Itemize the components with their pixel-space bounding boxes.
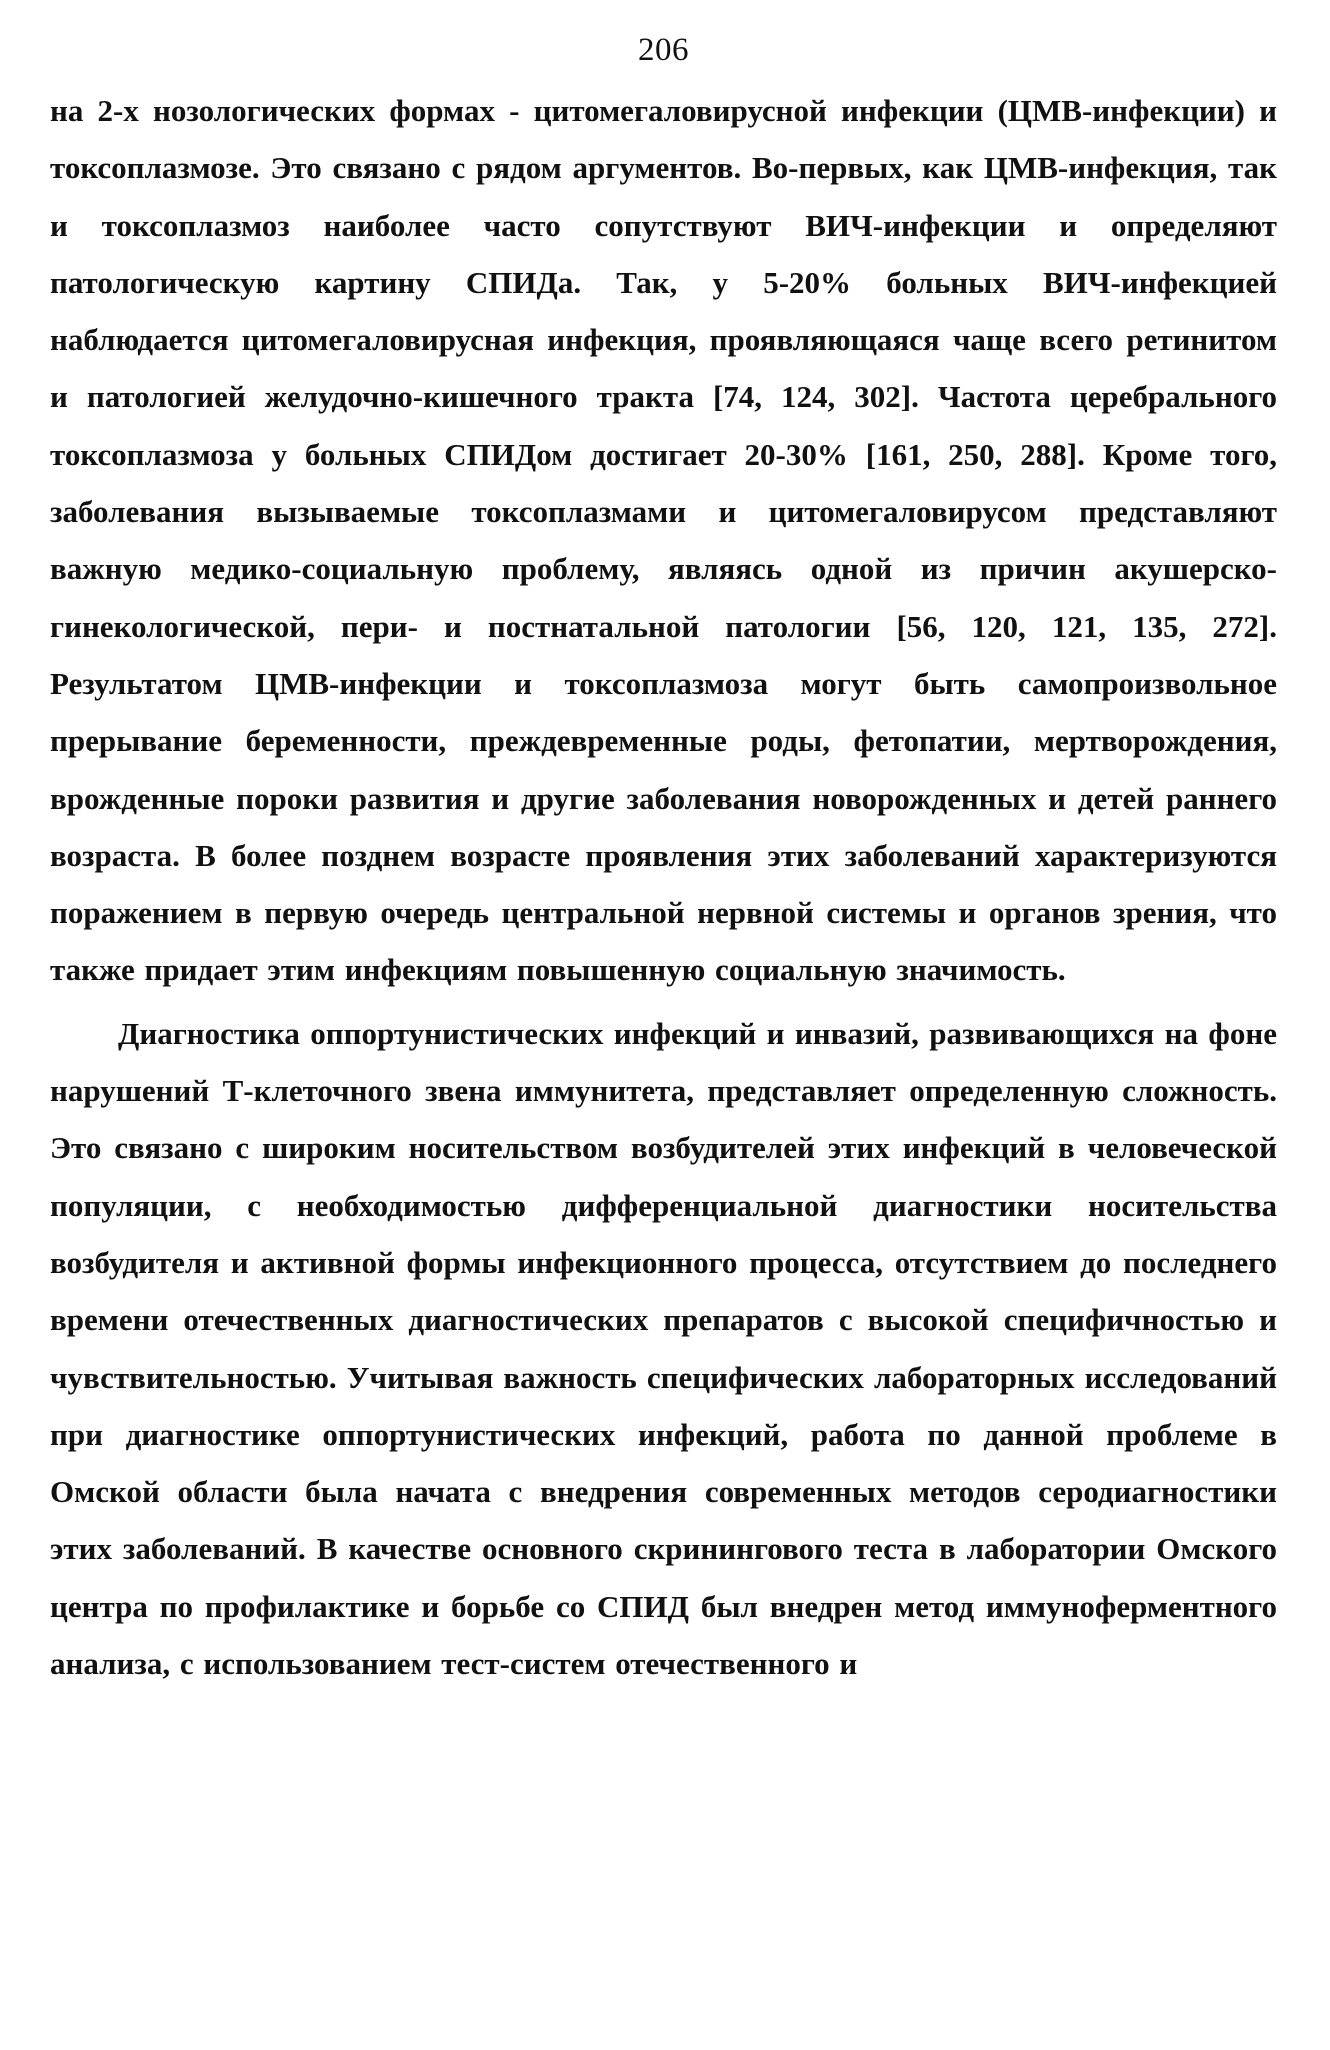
document-page	[50, 22, 1277, 1692]
paragraph-2: Диагностика оппортунистических инфекций и инвазий, развивающихся на фоне нарушений Т-клеточного звена иммунитета, представляет определенную сложность. Это связано с широким носительством возбудителей этих инфекций в человеческой популяции, с необходимостью дифференциальной диагностики носительства возбудителя и активной формы инфекционного процесса, отсутствием до последнего времени отечественных диагностических препаратов с высокой специфичностью и чувствительностью. Учитывая важность специфических лабораторных исследований при диагностике оппортунистических инфекций, работа по данной проблеме в Омской области была начата с внедрения современных методов серодиагностики этих заболеваний. В качестве основного скринингового теста в лаборатории Омского центра по профилактике и борьбе со СПИД был внедрен метод иммуноферментного анализа, с использованием тест-систем отечественного и	[50, 1015, 1277, 1682]
page-number: 206	[638, 32, 689, 68]
paragraph-1: на 2-х нозологических формах - цитомегаловирусной инфекции (ЦМВ-инфекции) и токсоплазмозе. Это связано с рядом аргументов. Во-первых, как ЦМВ-инфекция, так и токсоплазмоз наиболее часто сопутствуют ВИЧ-инфекции и определяют патологическую картину СПИДа. Так, у 5-20% больных ВИЧ-инфекцией наблюдается цитомегаловирусная инфекция, проявляющаяся чаще всего ретинитом и патологией желудочно-кишечного тракта [74, 124, 302]. Частота церебрального токсоплазмоза у больных СПИДом достигает 20-30% [161, 250, 288]. Кроме того, заболевания вызываемые токсоплазмами и цитомегаловирусом представляют важную медико-социальную проблему, являясь одной из причин акушерско-гинекологической, пери- и постнатальной патологии [56, 120, 121, 135, 272]. Результатом ЦМВ-инфекции и токсоплазмоза могут быть самопроизвольное прерывание беременности, преждевременные роды, фетопатии, мертворождения, врожденные пороки развития и другие заболевания новорожденных и детей раннего возраста. В более позднем возрасте проявления этих заболеваний характеризуются поражением в первую очередь центральной нервной системы и органов зрения, что также придает этим инфекциям повышенную социальную значимость.	[50, 93, 1277, 988]
